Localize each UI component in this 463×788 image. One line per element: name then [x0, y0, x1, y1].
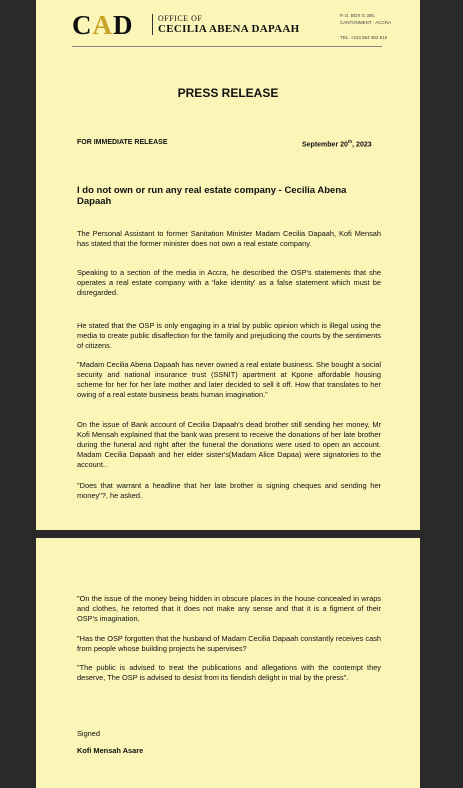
- paragraph: The Personal Assistant to former Sanitation Minister Madam Cecilia Dapaah, Kofi Mensah has stated that the former minister does not own a real estate company.: [77, 229, 381, 248]
- paragraph: "Does that warrant a headline that her late brother is signing cheques and sending her money"?, he asked.: [77, 481, 381, 500]
- paragraph: He stated that the OSP is only engaging in a trial by public opinion which is illegal using the media to create public disaffection for the family and prejudicing the courts by the sentiments of citizens.: [77, 321, 381, 350]
- address-line: P. O. BOX G 305,: [340, 13, 376, 18]
- address-line: CANTONMENT · ACCRA: [340, 20, 392, 25]
- phone-line: TEL: +233 554 352 615: [340, 35, 388, 40]
- paragraph: Speaking to a section of the media in Accra, he described the OSP's statements that she operates a real estate company with a 'fake identity' as a false statement which must be disregarded.: [77, 268, 381, 297]
- address-block: [340, 12, 391, 41]
- paragraph: "The public is advised to treat the publications and allegations with the contempt they deserve, The OSP is advised to desist from its fiendish delight in trial by the press".: [77, 663, 381, 682]
- paragraph: On the issue of Bank account of Cecilia Dapaah's dead brother still sending her money, Mr Kofi Mensah explained that the bank was present to receive the donations of her late brother during the funeral and right after the funeral the donations were used to open an account. Madam Cecilia Dapaah and her elder sister's(Madam Alice Dapaa) were signatories to the account..: [77, 420, 381, 469]
- office-holder-name: CECILIA ABENA DAPAAH: [158, 23, 300, 35]
- release-date: September 20th, 2023: [302, 139, 372, 149]
- office-name-block: [152, 14, 300, 35]
- press-release-page-1: [36, 0, 420, 530]
- signed-label: Signed: [77, 729, 101, 738]
- paragraph: "Madam Cecilia Abena Dapaah has never owned a real estate business. She bought a social security and national insurance trust (SSNIT) apartment at Kpone affordable housing scheme for her for her late mother and later decided to sell it off. How that translates to her owing of a real estate business beats human imagination.": [77, 360, 381, 399]
- press-release-title: I do not own or run any real estate company - Cecilia Abena Dapaah: [77, 185, 347, 207]
- paragraph: "On the issue of the money being hidden in obscure places in the house concealed in wraps and clothes, he retorted that it does not make any sense and that it is a figment of their OSP's imagination.: [77, 594, 381, 623]
- document-heading: PRESS RELEASE: [177, 86, 279, 100]
- office-of-label: OFFICE OF: [158, 14, 203, 23]
- paragraph: "Has the OSP forgotten that the husband of Madam Cecilia Dapaah constantly receives cash from people whose building projects he supervises?: [77, 634, 381, 653]
- letterhead-divider: [72, 46, 382, 47]
- press-release-page-2: [36, 538, 420, 788]
- signer-name: Kofi Mensah Asare: [77, 746, 144, 755]
- cad-logo: CAD: [72, 10, 134, 40]
- letterhead: [72, 10, 420, 46]
- release-type: FOR IMMEDIATE RELEASE: [77, 139, 168, 146]
